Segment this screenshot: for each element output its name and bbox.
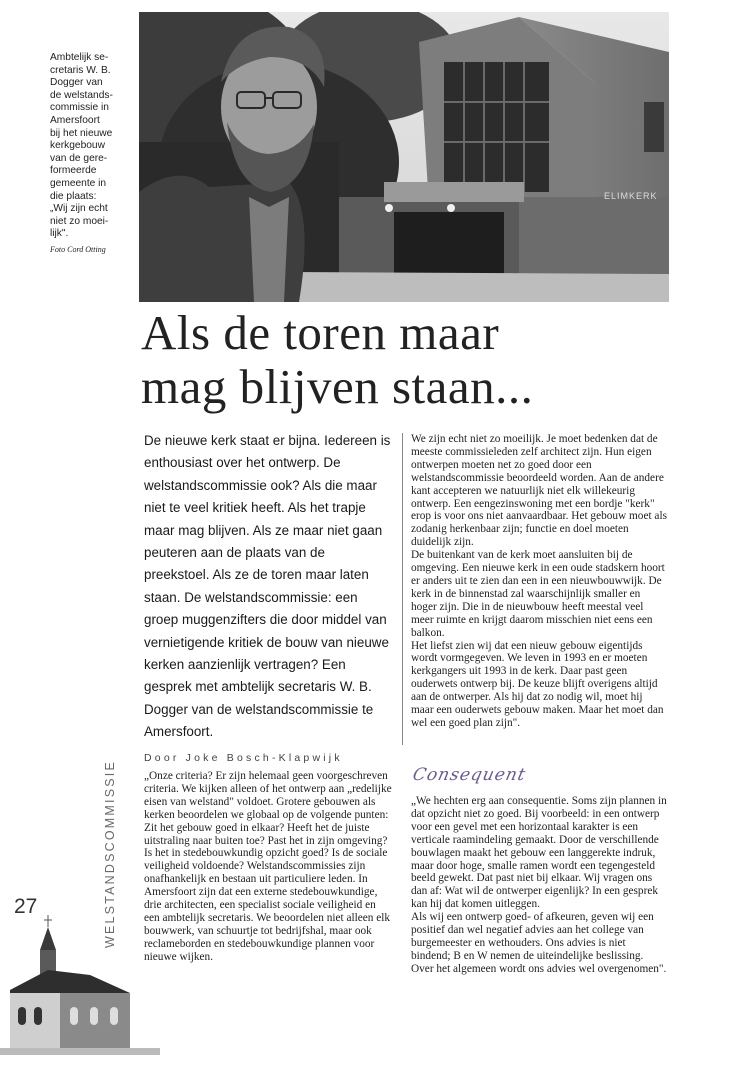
body-paragraph: „Onze criteria? Er zijn helemaal geen voorgeschreven criteria. We kijken alleen of het ontwerp aan „redelijke eisen van welstand" voldoet. Grotere gebouwen als kerken beoordelen we globaal op de volgende punten: Zit het gebouw goed in elkaar? Heeft het de juiste uitstraling naar buiten toe? Past het in zijn omgeving? Is het in stedebouwkundig opzicht goed? Is de sociale veiligheid voldoende? Welstandscommissies zijn onafhankelijk en bestaan uit particuliere leden. In Amersfoort zijn dat een externe stedebouwkundige, drie architecten, een specialist sociale veiligheid en een ambtelijk secretaris. We beoordelen niet alleen elk bouwwerk, van schuurtje tot bedrijfshal, maar ook reclameborden en stedebouwkundige plannen voor nieuwe wijken. [144, 770, 392, 963]
headline-line-2: mag blijven staan... [141, 359, 534, 414]
caption-line: van de gere- [50, 152, 108, 164]
caption-line: commissie in [50, 102, 109, 114]
caption-line: Ambtelijk se- [50, 52, 109, 63]
body-paragraph: „We hechten erg aan consequentie. Soms zijn plannen in dat opzicht niet zo goed. Bij voorbeeld: in een ontwerp voor een gevel met een horizontaal karakter is een verticale raamindeling gemaakt. Door de verschillende bouwlagen maakt het gebouw een langgerekte indruk, maar door hoge, smalle ramen wordt een tegengesteld beeld gewekt. Dat past niet bij elkaar. Wij vragen ons dan af: Wat wil de ontwerper eigenlijk? In een gesprek kan hij dat komen uitleggen. [411, 795, 667, 911]
caption-line: die plaats: [50, 190, 97, 202]
byline: Door Joke Bosch-Klapwijk [144, 752, 343, 764]
body-paragraph: De buitenkant van de kerk moet aansluiten bij de omgeving. Een nieuwe kerk in een oude stadskern hoort er anders uit te zien dan een in een nieuwbouwwijk. De kerk in de binnenstad zal waarschijnlijk smaller en hoger zijn. Die in de nieuwbouw heeft meestal veel meer ruimte en krijgt daarom misschien niet eens een balkon. [411, 549, 665, 639]
intro-paragraph [144, 430, 392, 744]
church-logo [0, 915, 160, 1055]
caption-line: gemeente in [50, 177, 107, 189]
section-label: WELSTANDSCOMMISSIE [103, 760, 117, 948]
body-paragraph: Het liefst zien wij dat een nieuw gebouw eigentijds wordt vormgegeven. We leven in 1993 en er moeten kerkgangers uit 1993 in de kerk. Daar past geen ouderwets ontwerp bij. De keuze blijft overigens altijd aan de ontwerper. Als hij dat zo nodig wil, moet hij maar een ouderwets gebouw maken. Maar het moet dan wel een goed plan zijn". [411, 639, 664, 729]
caption-line: bij het nieuwe [50, 127, 113, 139]
caption-line: de welstands- [50, 89, 113, 101]
body-column-right-bottom [411, 795, 667, 976]
church-sign: ELIMKERK [604, 191, 658, 201]
caption-line: Dogger van [50, 77, 103, 89]
caption-line: formeerde [50, 165, 97, 177]
column-divider [402, 433, 403, 745]
subhead: Consequent [410, 765, 528, 785]
body-column-left [144, 770, 393, 964]
body-paragraph: We zijn echt niet zo moeilijk. Je moet bedenken dat de meeste commissieleden zelf architect zijn. Hun eigen ontwerpen moeten net zo goed door een welstandscommissie beoordeeld worden. Aan de andere kant accepteren we natuurlijk niet elk willekeurig ontwerp. Een eengezinswoning met een bordje "kerk" erop is voor ons niet aanvaardbaar. Het gebouw moet als zodanig herkenbaar zijn; functie en doel moeten duidelijk zijn. [411, 433, 667, 549]
caption-line: Amersfoort [50, 114, 100, 126]
photo-caption [50, 52, 132, 257]
caption-line: cretaris W. B. [50, 64, 111, 76]
page-number: 27 [14, 895, 38, 918]
caption-line: niet zo moei- [50, 215, 109, 227]
caption-line: lijk". [50, 228, 69, 240]
church-photo [139, 12, 669, 302]
caption-line: kerkgebouw [50, 140, 105, 152]
body-column-right-top [411, 433, 667, 730]
photo-credit: Foto Cord Otting [50, 244, 106, 254]
headline-line-1: Als de toren maar [141, 305, 500, 360]
intro-text: De nieuwe kerk staat er bijna. Iedereen is enthousiast over het ontwerp. De welstandscommissie ook? Als die maar niet te veel kritiek heeft. Als het trapje maar mag blijven. Als ze maar niet gaan peuteren aan de plaats van de preekstoel. Als ze de toren maar laten staan. De welstandscommissie: een groep muggenzifters die door middel van vernietigende kritiek de bouw van nieuwe kerken aanzienlijk vertragen? Een gesprek met ambtelijk secretaris W. B. Dogger van de welstandscommissie te Amersfoort. [144, 433, 391, 740]
headline [141, 306, 701, 414]
body-paragraph: Als wij een ontwerp goed- of afkeuren, geven wij een positief dan wel negatief advies aan het college van burgemeester en wethouders. Ons advies is niet bindend; B en W nemen de uiteindelijke beslissing. Over het algemeen wordt ons advies wel overgenomen". [411, 911, 667, 975]
caption-line: „Wij zijn echt [50, 203, 108, 215]
